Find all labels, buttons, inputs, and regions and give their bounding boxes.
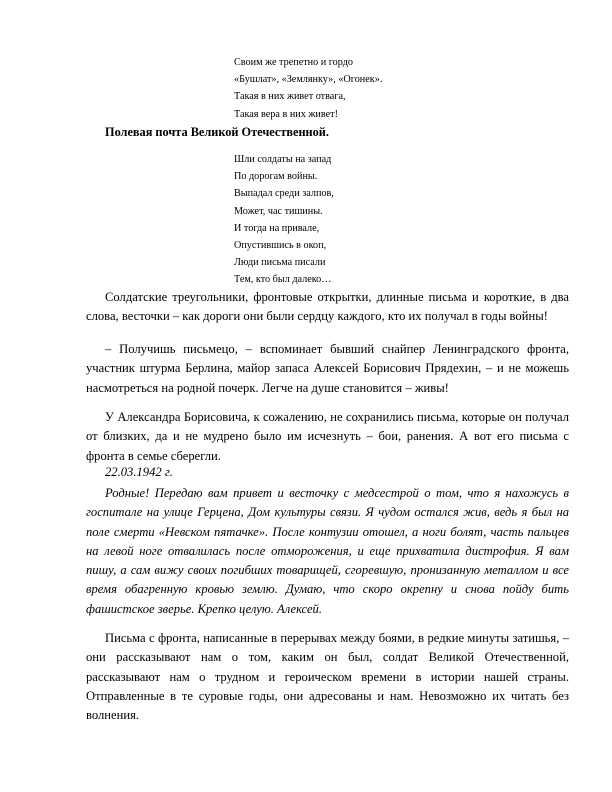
letter-text: Родные! Передаю вам привет и весточку с медсестрой о том, что я нахожусь в госпитале на улице Герцена, Дом культуры связи. Я чудом остался жив, ведь я был на поле смерти «Невском пятачке». После контузии отошел, а ноги болят, часть пальцев на левой ноге отвалилась после отморожения, и еще прихватила дистрофия. Я вам пишу, а сам вижу своих погибших товарищей, сгоревшую, пронизанную металлом и все время обагренную кровью землю. Думаю, что скоро окрепну и снова пойду бить фашистское зверье. Крепко целую. Алексей.	[86, 486, 569, 616]
poem-line: Тем, кто был далеко…	[234, 274, 332, 286]
poem-line: «Бушлат», «Землянку», «Огонек».	[234, 74, 383, 86]
poem-line: Люди письма писали	[234, 257, 326, 269]
poem-line: Опустившись в окоп,	[234, 240, 327, 252]
letter-date: 22.03.1942 г.	[105, 465, 173, 479]
poem-line: Такая в них живет отвага,	[234, 91, 346, 103]
paragraph-conclusion: Письма с фронта, написанные в перерывах между боями, в редкие минуты затишья, – они рассказывают нам о том, каким он был, солдат Великой Отечественной, рассказывают нам о трудном и героическом времени в истории нашей страны. Отправленные в те суровые годы, они адресованы и нам. Невозможно их читать без волнения.	[86, 631, 569, 723]
poem-line: По дорогам войны.	[234, 171, 318, 183]
paragraph-letters-kept: У Александра Борисовича, к сожалению, не сохранились письма, которые он получал от близких, да и не мудрено было им исчезнуть – бои, ранения. А вот его письма с фронта в семье сберегли.	[86, 410, 569, 463]
paragraph-sniper-quote: – Получишь письмецо, – вспоминает бывший снайпер Ленинградского фронта, участник штурма Берлина, майор запаса Алексей Борисович Прядехин, – и не можешь насмотреться на родной почерк. Легче на душе становится – живы!	[86, 342, 569, 395]
poem-line: Шли солдаты на запад	[234, 154, 332, 165]
poem-line: Такая вера в них живет!	[234, 108, 338, 120]
poem-line: Выпадал среди залпов,	[234, 188, 334, 200]
paragraph-triangles: Солдатские треугольники, фронтовые открытки, длинные письма и короткие, в два слова, весточки – как дороги они были сердцу каждого, кто их получал в годы войны!	[86, 290, 569, 324]
poem-stanza-top	[234, 54, 382, 123]
poem-line: Своим же трепетно и гордо	[234, 57, 354, 68]
poem-line: Может, час тишины.	[234, 205, 323, 217]
poem-stanza-field-post	[234, 151, 334, 289]
poem-line: И тогда на привале,	[234, 222, 320, 234]
section-heading: Полевая почта Великой Отечественной.	[105, 125, 329, 139]
